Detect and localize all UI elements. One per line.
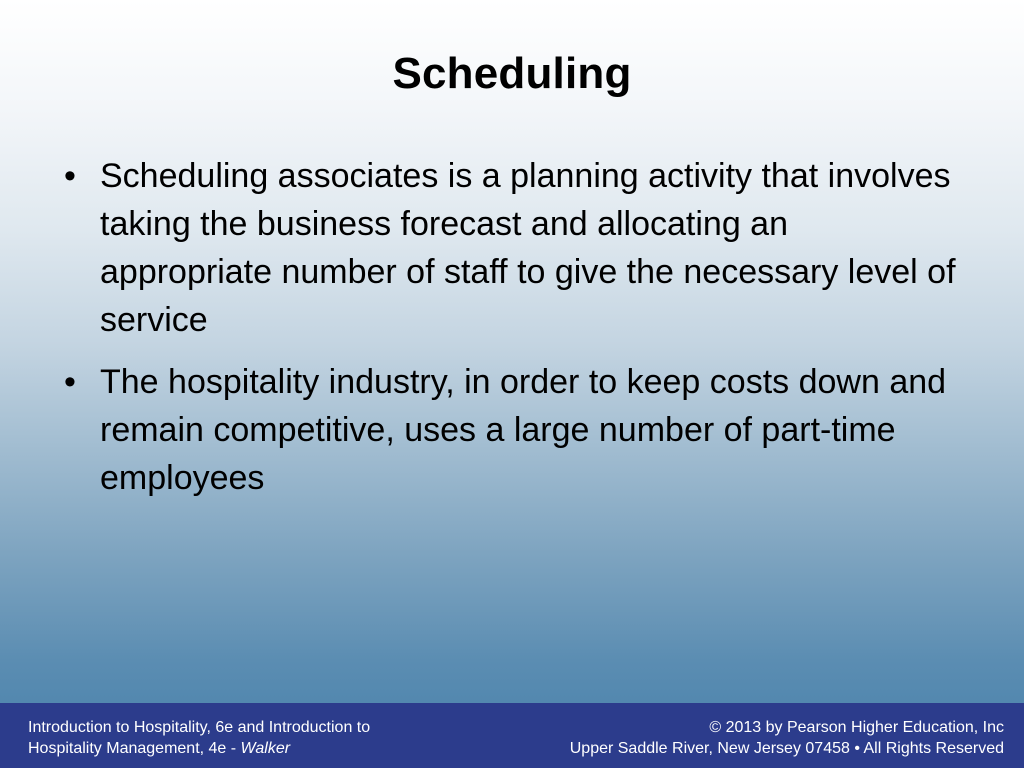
bullet-item-2 <box>58 358 958 502</box>
bullet-list <box>58 152 958 516</box>
slide-footer <box>0 703 1024 768</box>
bullet-marker: • <box>64 363 76 401</box>
footer-author: Walker <box>240 740 291 757</box>
bullet-text-2: The hospitality industry, in order to keep costs down and remain competitive, uses a large number of part-time employees <box>100 363 947 497</box>
slide-title: Scheduling <box>392 49 632 98</box>
footer-left-line-2 <box>28 738 488 759</box>
footer-right-line-2: Upper Saddle River, New Jersey 07458 • All Rights Reserved <box>569 740 1004 757</box>
bullet-marker: • <box>64 157 76 195</box>
footer-right-line-1: © 2013 by Pearson Higher Education, Inc <box>709 719 1004 736</box>
footer-book-info <box>28 717 488 759</box>
bullet-text-1: Scheduling associates is a planning activity that involves taking the business forecast and allocating an appropriate number of staff to give the necessary level of service <box>100 157 956 339</box>
footer-left-line-2-prefix: Hospitality Management, 4e - <box>28 740 241 757</box>
bullet-item-1 <box>58 152 958 344</box>
footer-left-line-1: Introduction to Hospitality, 6e and Introduction to <box>28 719 371 736</box>
footer-copyright <box>484 717 1004 759</box>
